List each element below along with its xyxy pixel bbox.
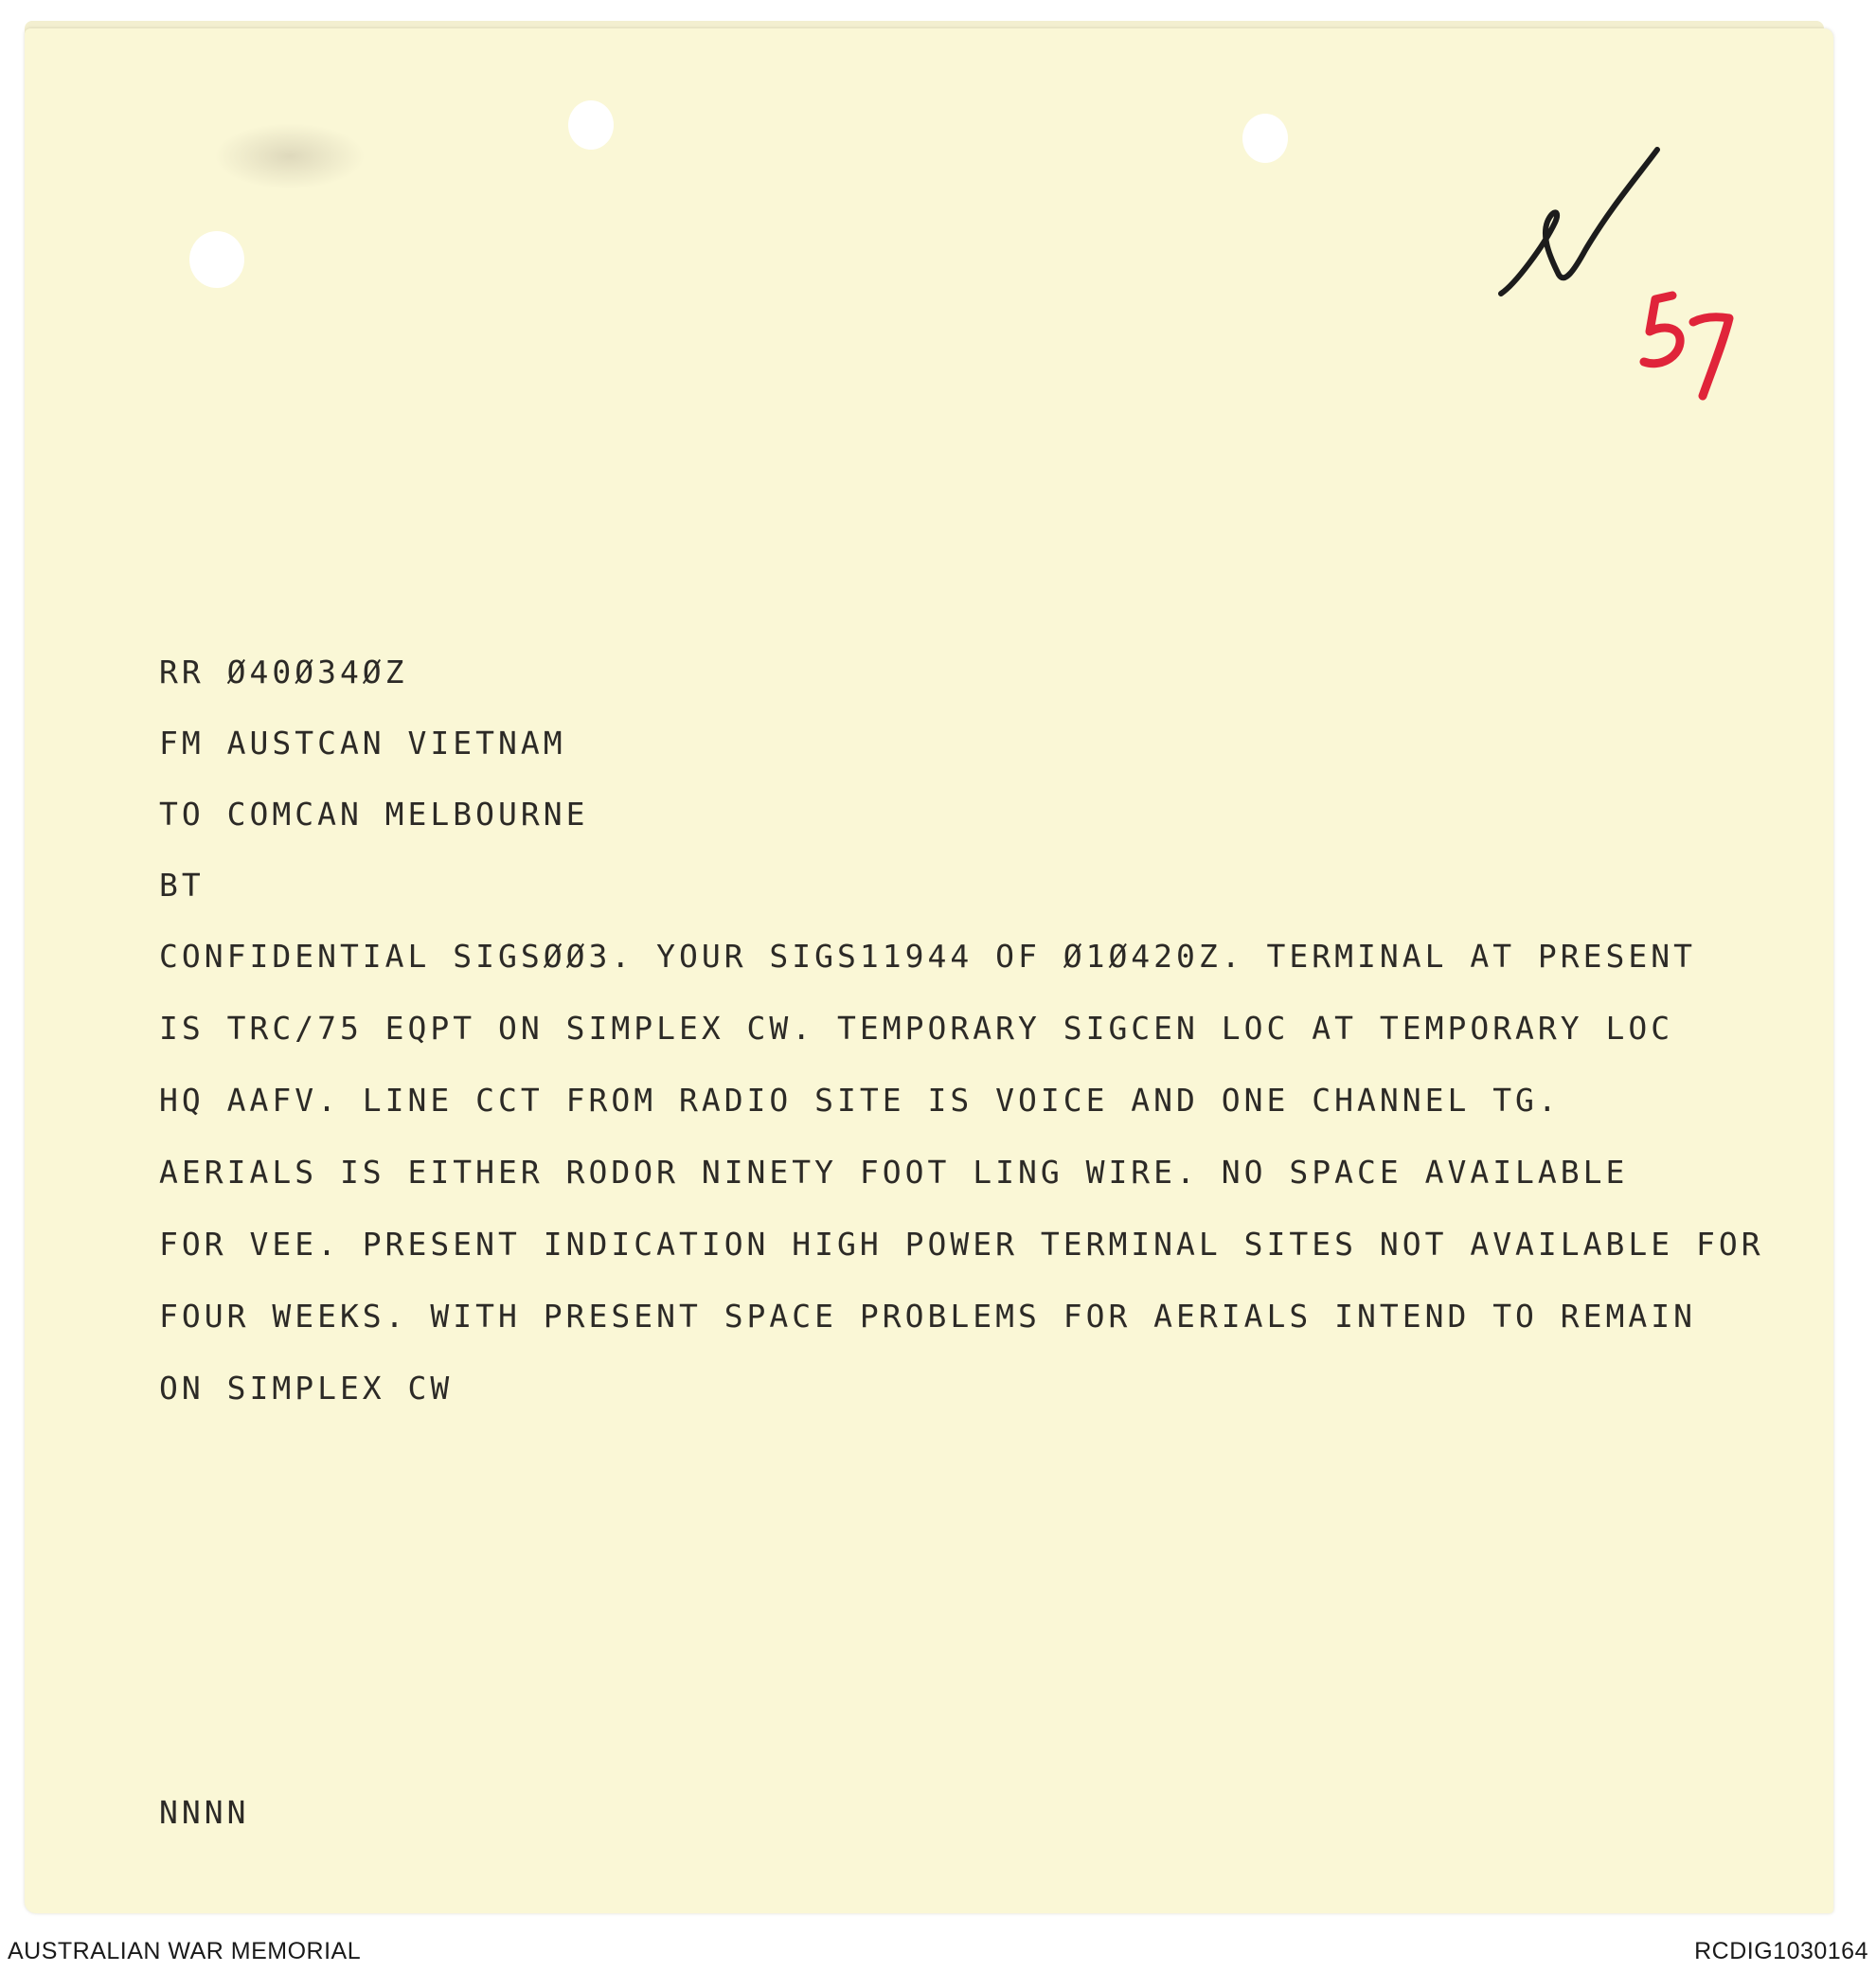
- end-of-message-line: NNNN: [159, 1794, 250, 1831]
- paper-smudge: [214, 123, 366, 189]
- body-line: IS TRC/75 EQPT ON SIMPLEX CW. TEMPORARY SIGCEN LOC AT TEMPORARY LOC: [159, 1010, 1674, 1047]
- body-line: CONFIDENTIAL SIGSØØ3. YOUR SIGS11944 OF Ø1Ø420Z. TERMINAL AT PRESENT: [159, 938, 1697, 975]
- archive-reference: RCDIG1030164: [1694, 1938, 1868, 1964]
- break-line: BT: [159, 867, 205, 904]
- punch-hole: [568, 100, 614, 150]
- telegram-text: [159, 0, 1764, 1831]
- body-line: AERIALS IS EITHER RODOR NINETY FOOT LING WIRE. NO SPACE AVAILABLE: [159, 1154, 1629, 1191]
- precedence-line: RR Ø40Ø34ØZ: [159, 654, 408, 690]
- archive-credit: AUSTRALIAN WAR MEMORIAL: [8, 1938, 362, 1964]
- to-line: TO COMCAN MELBOURNE: [159, 796, 589, 833]
- body-line: ON SIMPLEX CW: [159, 1370, 454, 1407]
- body-line: FOR VEE. PRESENT INDICATION HIGH POWER TERMINAL SITES NOT AVAILABLE FOR: [159, 1226, 1764, 1263]
- handwritten-folio-number: [1636, 284, 1741, 407]
- punch-hole: [1242, 114, 1288, 163]
- body-line: FOUR WEEKS. WITH PRESENT SPACE PROBLEMS FOR AERIALS INTEND TO REMAIN: [159, 1298, 1697, 1335]
- from-line: FM AUSTCAN VIETNAM: [159, 725, 566, 762]
- body-line: HQ AAFV. LINE CCT FROM RADIO SITE IS VOICE AND ONE CHANNEL TG.: [159, 1082, 1561, 1119]
- handwritten-n-mark: [1487, 142, 1667, 303]
